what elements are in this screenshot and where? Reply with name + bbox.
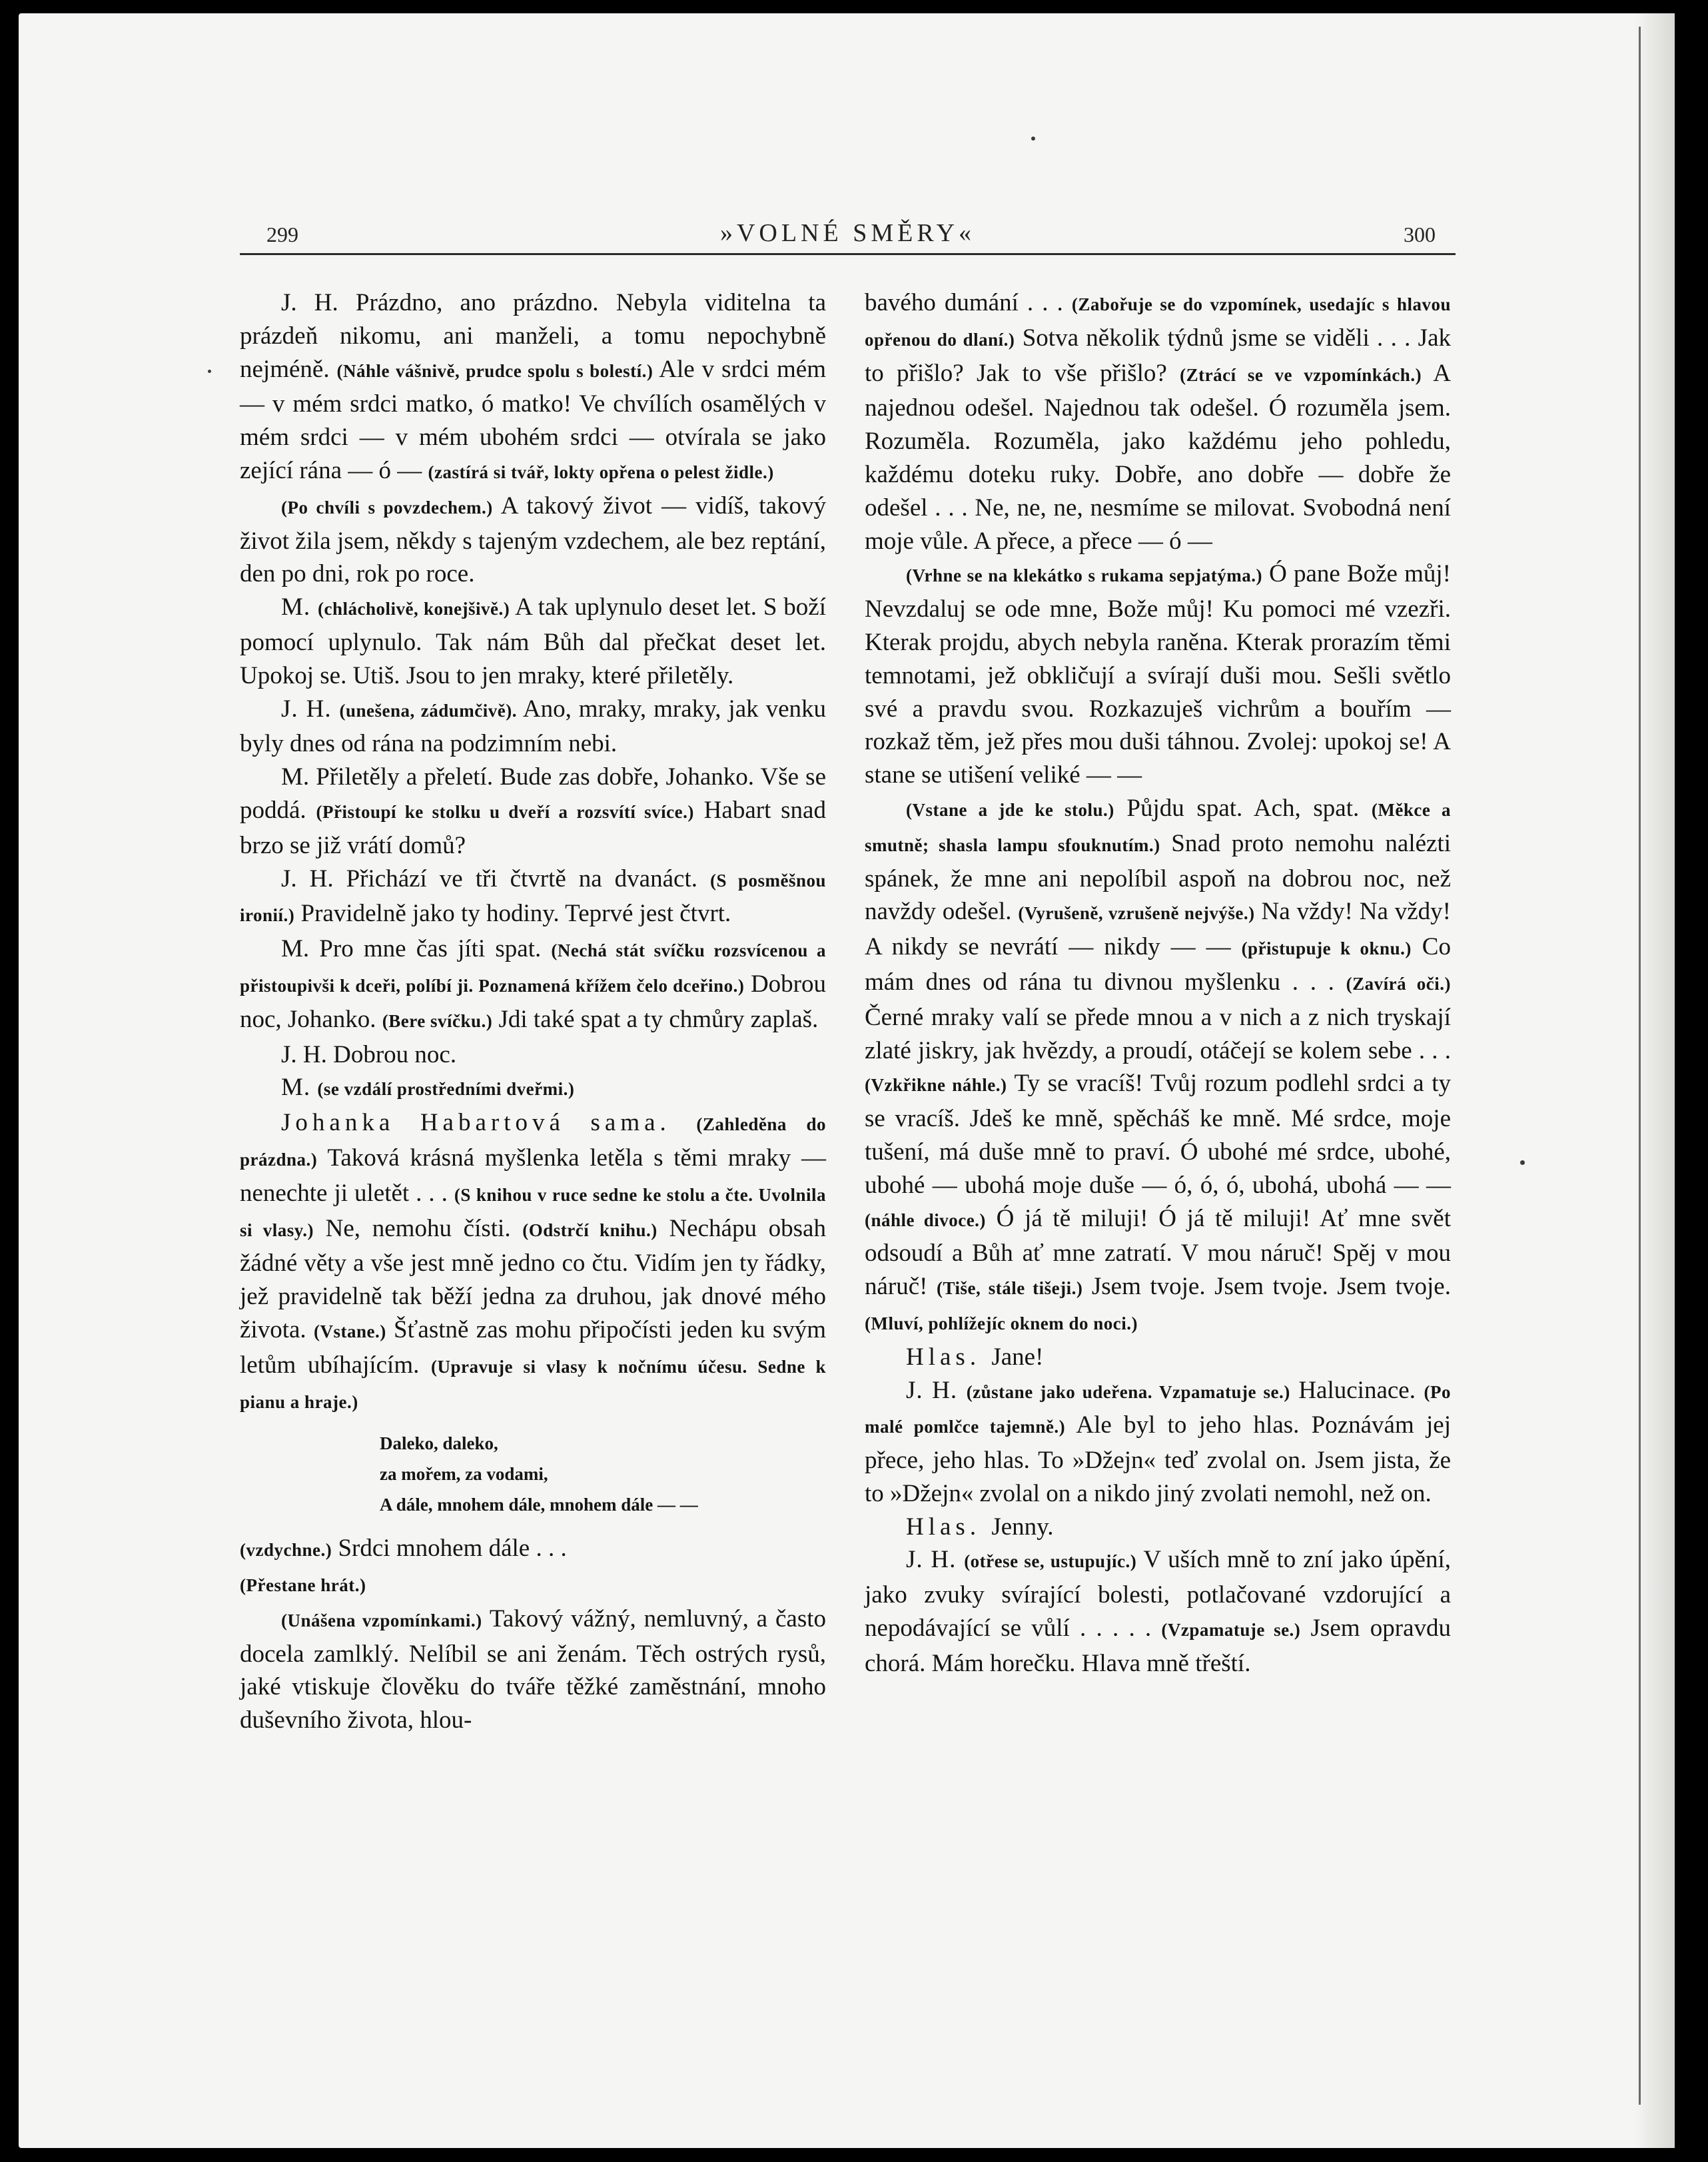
speaker: M. (281, 593, 318, 621)
speaker: J. H. (906, 1546, 965, 1574)
stage-direction: (zůstane jako udeřena. Vzpamatuje se.) (966, 1381, 1290, 1402)
paragraph: J. H. (unešena, zádumčivě). Ano, mraky, mraky, jak venku byly dnes od rána na podzimním nebi. (240, 695, 827, 758)
stage-direction: (Mluví, pohlížejíc oknem do noci.) (865, 1313, 1138, 1333)
stage-direction: (Náhle vášnivě, prudce spolu s bolestí.) (336, 360, 653, 381)
speaker: Hlas. (906, 1343, 992, 1371)
stage-direction: (Tiše, stále tišeji.) (936, 1278, 1083, 1299)
left-column (240, 286, 826, 1737)
stage-direction: (Zavírá oči.) (1346, 973, 1451, 994)
scan-speck (1520, 1160, 1525, 1165)
paragraph: Hlas. Jane! (906, 1343, 1044, 1371)
stage-direction: (přistupuje k oknu.) (1241, 938, 1412, 959)
speaker: J. H. (281, 695, 340, 723)
stage-direction: (otřese se, ustupujíc.) (964, 1551, 1137, 1572)
stage-direction: (Vzkřikne náhle.) (865, 1075, 1007, 1096)
paragraph: M. Pro mne čas jíti spat. (Nechá stát svíčku rozsvícenou a přistoupivši k dceři, políbí ji. Poznamená křížem čelo dceřino.) Dobrou noc, Johanko. (Bere svíčku.) Jdi také spat a ty chmůry zaplaš. (240, 935, 827, 1033)
paragraph: M. (chlácholivě, konejšivě.) A tak uplynulo deset let. S boží pomocí uplynulo. Tak nám Bůh dal přečkat deset let. Upokoj se. Utiš. Jsou to jen mraky, které přiletěly. (240, 593, 826, 689)
stage-direction: (Odstrčí knihu.) (522, 1220, 657, 1240)
speaker: J. H. (906, 1376, 967, 1404)
paragraph: J. H. Dobrou noc. (281, 1040, 457, 1068)
stage-direction: (chlácholivě, konejšivě.) (317, 599, 510, 619)
page-number-left: 299 (266, 222, 298, 246)
speaker-heading: Johanka Habartová sama. (281, 1109, 697, 1137)
binding-edge (1639, 27, 1641, 2105)
scan-speck (1031, 137, 1035, 141)
stage-direction: (Měkce a smutně; shasla lampu sfouknutím.) (865, 799, 1451, 855)
stage-direction: (unešena, zádumčivě). (339, 700, 517, 721)
stage-direction: (Po malé pomlčce tajemně.) (865, 1381, 1451, 1437)
running-head (240, 213, 1456, 255)
stage-direction: (Unášena vzpomínkami.) (281, 1610, 482, 1630)
paragraph: (Po chvíli s povzdechem.) A takový život — vidíš, takový život žila jsem, někdy s tajeným vzdechem, ale bez reptání, den po dni, rok po roce. (240, 492, 826, 588)
verse-line: A dále, mnohem dále, mnohem dále — — (380, 1495, 698, 1515)
stage-direction: (Zahleděna do prázdna.) (240, 1114, 826, 1170)
right-column (865, 286, 1451, 1680)
verse-line: za mořem, za vodami, (380, 1464, 548, 1485)
stage-direction: (Vzpamatuje se.) (1161, 1620, 1301, 1640)
paragraph: M. Přiletěly a přeletí. Bude zas dobře, Johanko. Vše se poddá. (Přistoupí ke stolku u dveří a rozsvítí svíce.) Habart snad brzo se již vrátí domů? (240, 763, 826, 859)
paragraph: bavého dumání . . . (Zabořuje se do vzpomínek, usedajíc s hlavou opřenou do dlaní.) Sotva několik týdnů jsme se viděli . . . Jak to přišlo? Jak to vše přišlo? (Ztrácí se ve vzpomínkách.) A najednou odešel. Najednou tak odešel. Ó rozuměla jsem. Rozuměla. Rozuměla, jako každému jeho pohledu, každému doteku ruky. Dobře, ano dobře — dobře že odešel . . . Ne, ne, ne, nesmíme se milovat. Svobodná není moje vůle. A přece, a přece — ó — (865, 289, 1452, 555)
stage-direction: (Po chvíli s povzdechem.) (281, 497, 493, 518)
stage-direction: (se vzdálí prostředními dveřmi.) (317, 1079, 575, 1100)
stage-direction: (Vrhne se na klekátko s rukama sepjatýma.) (906, 565, 1263, 586)
paragraph: J. H. Přichází ve tři čtvrtě na dvanáct. (S posměšnou ironií.) Pravidelně jako ty hodiny. Teprvé jest čtvrt. (240, 865, 826, 928)
verse-line: Daleko, daleko, (380, 1433, 498, 1454)
paragraph: J. H. (otřese se, ustupujíc.) V uších mně to zní jako úpění, jako zvuky svírající bolesti, potlačované vzdorující a nepodávající se vůlí . . . . . (Vzpamatuje se.) Jsem opravdu chorá. Mám horečku. Hlava mně třeští. (865, 1546, 1452, 1677)
stage-direction: (Ztrácí se ve vzpomínkách.) (1180, 364, 1422, 385)
speaker: M. (281, 1074, 318, 1102)
stage-direction: (Bere svíčku.) (382, 1010, 493, 1031)
stage-direction: (Zabořuje se do vzpomínek, usedajíc s hlavou opřenou do dlaní.) (865, 294, 1451, 350)
page-edge-shadow (1635, 13, 1675, 2148)
stage-direction: (Upravuje si vlasy k nočnímu účesu. Sedne k pianu a hraje.) (240, 1356, 826, 1412)
stage-direction: (Vyrušeně, vzrušeně nejvýše.) (1018, 903, 1255, 924)
stage-direction: (S posměšnou ironií.) (240, 870, 826, 926)
paragraph: Johanka Habartová sama. (Zahleděna do prázdna.) Taková krásná myšlenka letěla s těmi mraky — nenechte ji uletět . . . (S knihou v ruce sedne ke stolu a čte. Uvolnila si vlasy.) Ne, nemohu čísti. (Odstrčí knihu.) Nechápu obsah žádné věty a vše jest mně jedno co čtu. Vidím jen ty řádky, jež pravidelně tak běží jedna za druhou, jak dnové mého života. (Vstane.) Šťastně zas mohu připočísti jeden ku svým letům ubíhajícím. (Upravuje si vlasy k nočnímu účesu. Sedne k pianu a hraje.) (240, 1109, 826, 1412)
journal-title: »VOLNÉ SMĚRY« (719, 219, 976, 247)
page-number-right: 300 (1404, 222, 1436, 246)
paragraph: J. H. (zůstane jako udeřena. Vzpamatuje se.) Halucinace. (Po malé pomlčce tajemně.) Ale byl to jeho hlas. Poznávám jej přece, jeho hlas. To »Džejn« teď zvolal on. Jsem jista, že to »Džejn« zvolal on a nikdo jiný zvolati nemohl, než on. (865, 1376, 1451, 1507)
stage-direction: (Nechá stát svíčku rozsvícenou a přistoupivši k dceři, políbí ji. Poznamená křížem čelo dceřino.) (240, 940, 827, 996)
paragraph: Hlas. Jenny. (906, 1513, 1054, 1541)
stage-direction: (Vstane.) (313, 1321, 386, 1341)
stage-direction: (S knihou v ruce sedne ke stolu a čte. Uvolnila si vlasy.) (240, 1184, 826, 1240)
song-verse (380, 1428, 826, 1520)
stage-direction: (náhle divoce.) (865, 1210, 986, 1230)
stage-direction: (Přistoupí ke stolku u dveří a rozsvítí svíce.) (316, 801, 694, 822)
paragraph (240, 1567, 826, 1603)
scan-speck (208, 370, 211, 373)
stage-direction: (Vstane a jde ke stolu.) (906, 799, 1114, 820)
stage-direction: (zastírá si tvář, lokty opřena o pelest židle.) (428, 462, 774, 482)
paragraph: (Vrhne se na klekátko s rukama sepjatýma.) Ó pane Bože můj! Nevzdaluj se ode mne, Bože můj! Ku pomoci mé vzezři. Kterak projdu, abych nebyla raněna. Kterak prorazím těmi temnotami, jež obkličují a svírají duši mou. Sešli světlo své a pravdu svou. Rozkazuješ vichrům a bouřím — rozkaž těm, jež přes mou duši táhnou. Zvolej: upokoj se! A stane se utišení veliké — — (865, 560, 1451, 789)
speaker: Hlas. (906, 1513, 992, 1541)
stage-direction: (Přestane hrát.) (240, 1575, 366, 1596)
stage-direction: (vzdychne.) (240, 1540, 332, 1561)
paragraph: (Unášena vzpomínkami.) Takový vážný, nemluvný, a často docela zamlklý. Nelíbil se ani ženám. Těch ostrých rysů, jaké vtiskuje člověku do tváře těžké zaměstnání, mnoho duševního života, hlou- (240, 1605, 826, 1734)
paragraph: (vzdychne.) Srdci mnohem dále . . . (240, 1535, 567, 1563)
paragraph: (Vstane a jde ke stolu.) Půjdu spat. Ach, spat. (Měkce a smutně; shasla lampu sfouknutím.) Snad proto nemohu nalézti spánek, že mne ani nepolíbil aspoň na dobrou noc, než navždy odešel. (Vyrušeně, vzrušeně nejvýše.) Na vždy! Na vždy! A nikdy se nevrátí — nikdy — — (přistupuje k oknu.) Co mám dnes od rána tu divnou myšlenku . . . (Zavírá oči.) Černé mraky valí se přede mnou a v nich a z nich tryskají zlaté jiskry, jak hvězdy, a proudí, otáčejí se kolem sebe . . . (Vzkřikne náhle.) Ty se vracíš! Tvůj rozum podlehl srdci a ty se vracíš. Jdeš ke mně, spěcháš ke mně. Mé srdce, moje tušení, má duše mně to praví. Ó ubohé mé srdce, ubohé, ubohé — ubohá moje duše — ó, ó, ó, ubohá, ubohá — — (náhle divoce.) Ó já tě miluji! Ó já tě miluji! Ať mne svět odsoudí a Bůh ať mne zatratí. V mou náruč! Spěj v mou náruč! (Tiše, stále tišeji.) Jsem tvoje. Jsem tvoje. Jsem tvoje. (Mluví, pohlížejíc oknem do noci.) (865, 794, 1452, 1333)
paragraph: J. H. Prázdno, ano prázdno. Nebyla viditelna ta prázdeň nikomu, ani manželi, a tomu nepochybně nejméně. (Náhle vášnivě, prudce spolu s bolestí.) Ale v srdci mém — v mém srdci matko, ó matko! Ve chvílích osamělých v mém srdci — v mém ubohém srdci — otvírala se jako zející rána — ó — (zastírá si tvář, lokty opřena o pelest židle.) (240, 289, 827, 484)
paragraph (240, 1071, 826, 1106)
